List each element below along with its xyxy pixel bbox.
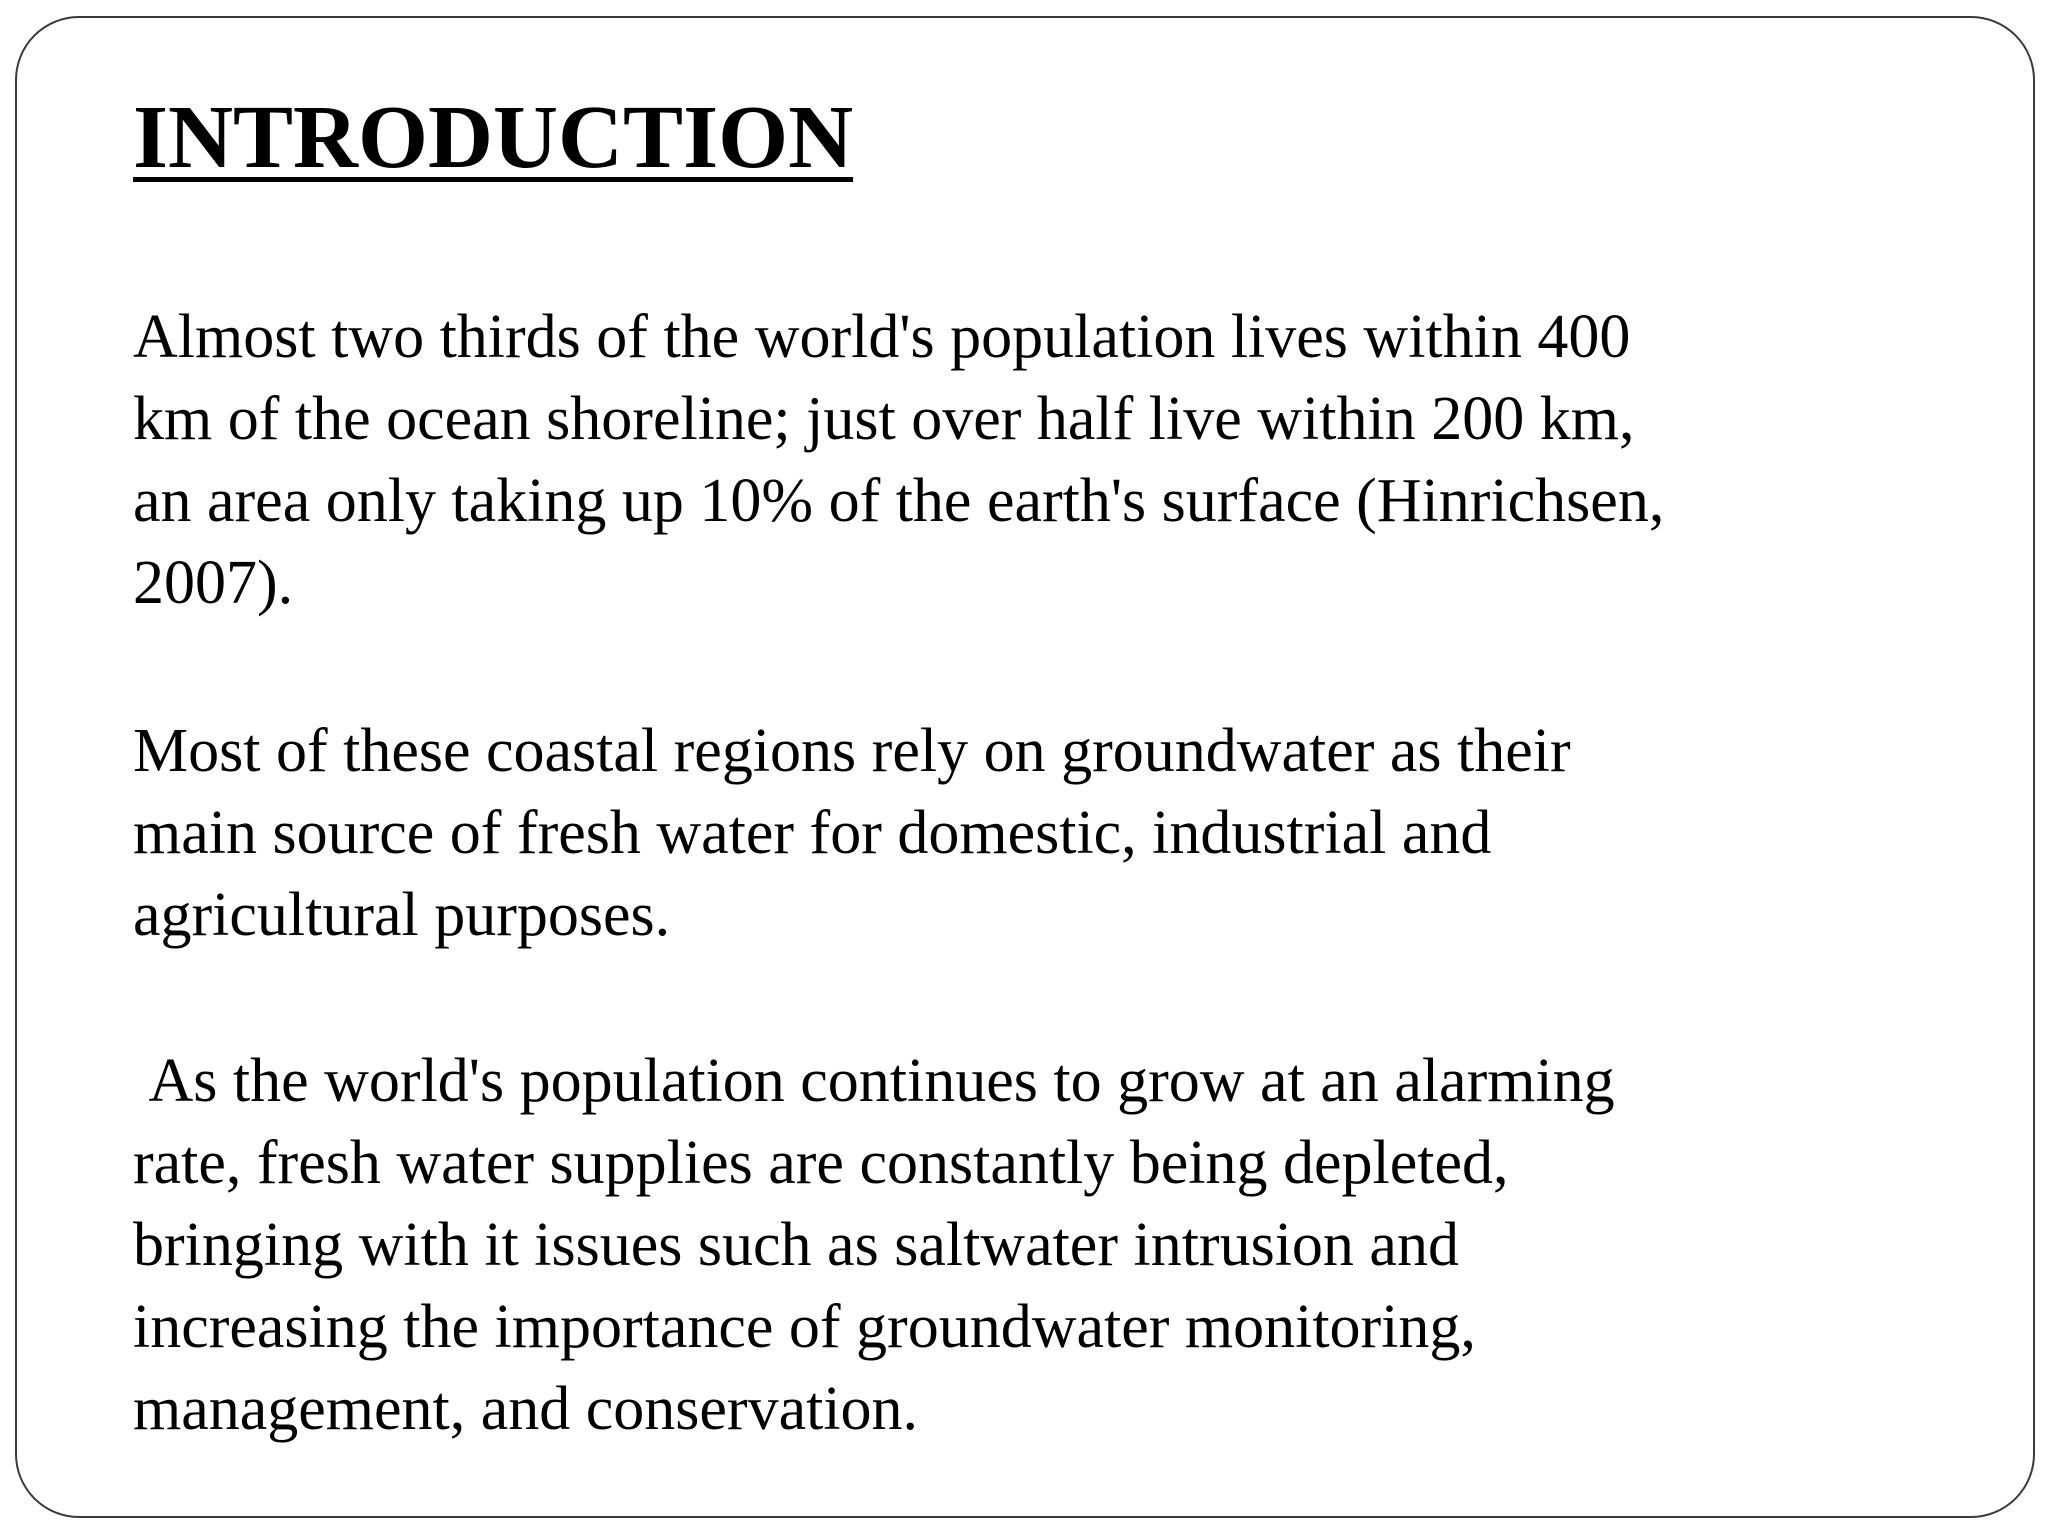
paragraph-population: Almost two thirds of the world's population lives within 400 km of the ocean shoreline; just over half live within 200 km, an area only taking up 10% of the earth's surface (Hinrichsen, 2007).	[133, 303, 1665, 617]
paragraph-depletion: As the world's population continues to grow at an alarming rate, fresh water supplies are constantly being depleted, bringing with it issues such as saltwater intrusion and increasing the importance of groundwater monitoring, management, and conservation.	[133, 1047, 1615, 1443]
slide-title: INTRODUCTION	[133, 88, 854, 187]
paragraph-groundwater: Most of these coastal regions rely on groundwater as their main source of fresh water for domestic, industrial and agricultural purposes.	[133, 717, 1571, 949]
slide-content	[133, 88, 1953, 1443]
